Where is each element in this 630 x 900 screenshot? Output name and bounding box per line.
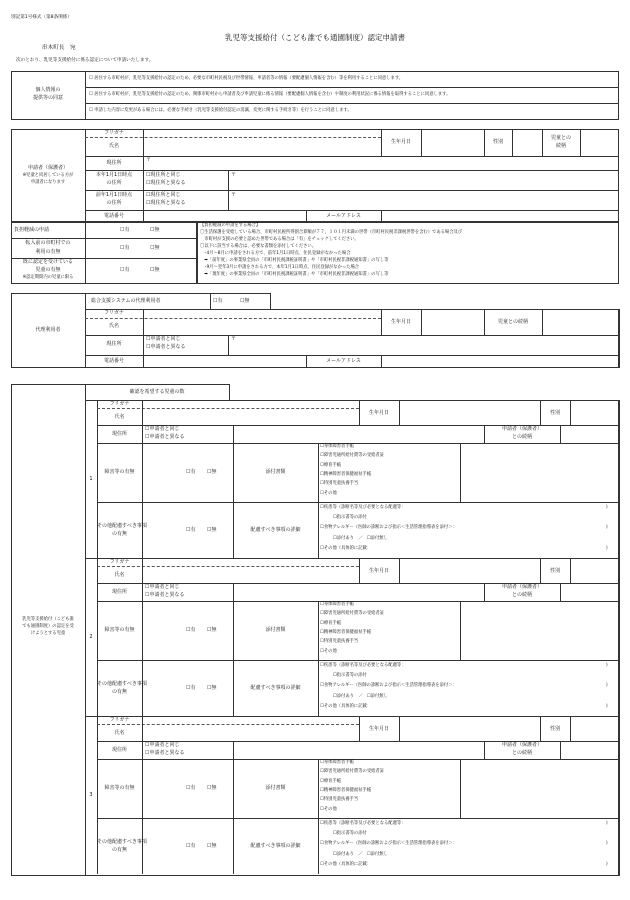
consent-item-3[interactable]: ☐ 申請した内容に変更がある場合には、必要な手続き（乳児等支援給付認定の消滅、変更に関する手続き等）を行うことに同意します。 (89, 108, 352, 113)
child-doc-item[interactable]: ☐特別児童扶養手当 (320, 639, 359, 645)
note-line-6: ➡「前年度」の事業県全員の「市町村民税課税証明書」や「市町村民税非課税通知書」の写し等 (200, 258, 389, 263)
child-doc-item[interactable]: ☐精神障害者保健福祉手帳 (320, 629, 372, 635)
child-birth-label: 生年月日 (368, 726, 389, 732)
child-disability-yes[interactable]: ☐有 (186, 785, 196, 791)
child-care-label: その他配慮すべき事項 (97, 681, 147, 687)
child-care-label-2: の有無 (111, 847, 127, 853)
addressee: 串木町長 宛 (42, 45, 76, 51)
proxy-diff-checkbox[interactable]: ☐申請者と異なる (146, 344, 186, 350)
applicant-label: 申請者（保護者） (27, 165, 68, 171)
child-furigana-label: フリガナ (109, 717, 130, 723)
consent-label: 個人情報の (35, 87, 61, 93)
applicant-jan-label: 本年1月1日時点 (95, 172, 133, 178)
applicant-note-1: ※児童と同居している方が (22, 173, 74, 178)
child-doc-item[interactable]: ☐その他 (320, 648, 337, 654)
proxy-email-label: メールアドレス (326, 358, 361, 364)
burden-no[interactable]: ☐無 (150, 227, 160, 233)
child-care-item[interactable]: ☐その他（具体的に記載： (320, 545, 372, 551)
child-disability-no[interactable]: ☐無 (207, 627, 217, 633)
child-care-no[interactable]: ☐無 (207, 527, 217, 533)
applicant-prevjan-label: 前年1月1日時点 (95, 192, 133, 198)
child-care-close-paren: ) (606, 841, 608, 847)
child-care-close-paren: ) (606, 703, 608, 709)
jan-diff-checkbox[interactable]: ☐現住所と異なる (146, 180, 186, 186)
child-care-item[interactable]: ☐疾患等（診断名等及び必要となる配慮等： (320, 505, 406, 510)
child-disability-no[interactable]: ☐無 (207, 785, 217, 791)
proxy-system-label: 総合支援システムの代理利用者 (91, 298, 161, 304)
child-diff-checkbox[interactable]: ☐申請者と異なる (145, 434, 185, 440)
child-care-item[interactable]: ☐食物アレルギー（医師の診断および指示＜生活管理指導表を添付＞： (320, 683, 457, 689)
prevjan-diff-checkbox[interactable]: ☐現住所と異なる (146, 200, 186, 206)
child-care-no[interactable]: ☐無 (207, 843, 217, 849)
child-birth-label: 生年月日 (368, 568, 389, 574)
child-care-item[interactable]: ☐添付あり ／ ☐添付無し (320, 851, 388, 857)
child-doc-item[interactable]: ☐障害児通所給付費等の受給者証 (320, 769, 385, 775)
child-care-close-paren: ) (606, 683, 608, 689)
child-care-no[interactable]: ☐無 (207, 685, 217, 691)
intro-text: 次のとおり、乳児等支援給付に係る認定について申請いたします。 (16, 58, 154, 63)
note-line-7: ･9月～翌年3月に申請をされる方で、本年1月1日時点、住民登録がなかった場合 (200, 265, 360, 270)
applicant-jan-label-2: の住所 (106, 180, 122, 186)
burden-label: 負担軽減の申請 (14, 227, 50, 233)
applicant-address-label: 現住所 (106, 160, 122, 166)
consent-item-1[interactable]: ☐ 居住する市町村が、乳児等支援給付の認定のため、必要な市町村民税及び世帯情報、申請者等の情報（要配慮個人情報を含む）等を利用することに同意します。 (89, 76, 404, 81)
proxy-yes[interactable]: ☐有 (213, 298, 223, 304)
child-name-label: 氏名 (114, 414, 125, 420)
applicant-postal: 〒 (146, 157, 152, 163)
applicant-note-2: 申請者になります (30, 180, 66, 185)
child-doc-item[interactable]: ☐特別児童扶養手当 (320, 481, 359, 487)
children-label-2: でも通園制度）の認定を受 (22, 624, 74, 629)
child-disability-no[interactable]: ☐無 (207, 469, 217, 475)
child-care-close-paren: ) (606, 663, 608, 668)
prevjan-same-checkbox[interactable]: ☐現住所と同じ (146, 192, 181, 198)
form-number: 別記第1号様式（第8条関係） (11, 15, 72, 20)
transfer-no[interactable]: ☐無 (150, 245, 160, 251)
applicant-prevjan-label-2: の住所 (106, 200, 122, 206)
child-doc-item[interactable]: ☐その他 (320, 806, 337, 812)
child-relation-label-2: との続柄 (511, 434, 532, 440)
certified-no[interactable]: ☐無 (150, 267, 160, 273)
child-care-item[interactable]: ☐指示書等の添付 (320, 673, 367, 679)
applicant-relation-label: 児童との (550, 135, 571, 141)
note-line-5: ･4月～8月に申請をされる方で、前年1月1日時点、住民登録がなかった場合 (200, 251, 351, 256)
child-care-item[interactable]: ☐添付あり ／ ☐添付無し (320, 535, 388, 541)
child-disability-label: 障害等の有無 (104, 469, 135, 475)
child-doc-item[interactable]: ☐療育手帳 (320, 620, 342, 626)
child-number: 3 (89, 792, 93, 798)
child-care-detail-label: 配慮すべき事項の詳細 (250, 685, 301, 691)
child-care-close-paren: ) (606, 505, 608, 510)
proxy-relation-label: 児童との続柄 (497, 319, 528, 325)
note-line-2: 〇生活保護を受給している場合、市町村民税所得割合算額が７７，１０１円未満の世帯（市町村民税非課税世帯を含む）である場合及び (200, 230, 463, 235)
child-relation-label: 申請者（保護者） (501, 584, 542, 590)
child-diff-checkbox[interactable]: ☐申請者と異なる (145, 750, 185, 756)
certified-note: ※認定期間内の児童に限る (22, 275, 74, 280)
page-title: 乳児等支援給付（こども誰でも通園制度）認定申請書 (225, 33, 405, 42)
transfer-label: 転入前の市町村での (25, 240, 71, 246)
child-address-label: 現住所 (111, 747, 127, 753)
applicant-birth-label: 生年月日 (390, 139, 411, 145)
child-care-item[interactable]: ☐添付あり ／ ☐添付無し (320, 693, 388, 699)
proxy-name-label: 氏名 (108, 323, 119, 329)
proxy-address-label: 現住所 (106, 341, 122, 347)
child-furigana-label: フリガナ (109, 559, 130, 565)
proxy-postal: 〒 (231, 336, 237, 342)
child-same-checkbox[interactable]: ☐申請者と同じ (145, 584, 180, 590)
note-line-1: 【負担軽減の申請をする場合】 (200, 223, 261, 228)
child-gender-label: 性別 (549, 726, 560, 732)
jan-same-checkbox[interactable]: ☐現住所と同じ (146, 172, 181, 178)
proxy-birth-label: 生年月日 (390, 319, 411, 325)
child-same-checkbox[interactable]: ☐申請者と同じ (145, 742, 180, 748)
child-diff-checkbox[interactable]: ☐申請者と異なる (145, 592, 185, 598)
child-care-item[interactable]: ☐食物アレルギー（医師の診断および指示＜生活管理指導表を添付＞： (320, 841, 457, 847)
applicant-gender-label: 性別 (492, 139, 503, 145)
child-disability-yes[interactable]: ☐有 (186, 469, 196, 475)
child-doc-item[interactable]: ☐障害児通所給付費等の受給者証 (320, 453, 385, 459)
transfer-label-2: 利用の有無 (35, 249, 61, 255)
child-gender-label: 性別 (549, 568, 560, 574)
child-doc-item[interactable]: ☐身体障害者手帳 (320, 444, 354, 449)
proxy-furigana-label: フリガナ (104, 310, 124, 316)
child-care-yes[interactable]: ☐有 (186, 685, 196, 691)
child-care-close-paren: ) (606, 861, 608, 867)
child-doc-item[interactable]: ☐特別児童扶養手当 (320, 797, 359, 803)
certified-label: 既に認定を受けている (22, 259, 73, 265)
child-care-close-paren: ) (606, 525, 608, 531)
note-line-8: ➡「現年度」の事業県全員の「市町村民税課税証明書」や「市町村民税非課税通知書」の写し等 (200, 272, 389, 277)
applicant-email-label: メールアドレス (326, 213, 361, 219)
proxy-phone-label: 電話番号 (103, 358, 124, 364)
proxy-no[interactable]: ☐無 (240, 298, 250, 304)
child-doc-item[interactable]: ☐その他 (320, 490, 337, 496)
child-count-label: 確認を希望する児童の数 (129, 389, 185, 395)
child-relation-label-2: との続柄 (511, 750, 532, 756)
child-doc-item[interactable]: ☐障害児通所給付費等の受給者証 (320, 611, 385, 617)
child-name-label: 氏名 (114, 730, 125, 736)
child-doc-item[interactable]: ☐療育手帳 (320, 778, 342, 784)
child-doc-item[interactable]: ☐精神障害者保健福祉手帳 (320, 471, 372, 477)
child-relation-label: 申請者（保護者） (501, 426, 542, 432)
certified-label-2: 児童の有無 (35, 267, 61, 273)
certified-yes[interactable]: ☐有 (120, 267, 130, 273)
child-relation-label: 申請者（保護者） (501, 742, 542, 748)
child-docs-label: 添付書類 (265, 469, 286, 475)
child-care-item[interactable]: ☐その他（具体的に記載： (320, 703, 372, 709)
child-doc-item[interactable]: ☐精神障害者保健福祉手帳 (320, 787, 372, 793)
note-line-4: 〇以下に該当する場合は、必要な書類を添付してください。 (200, 244, 317, 249)
child-docs-label: 添付書類 (265, 627, 286, 633)
child-care-item[interactable]: ☐指示書等の添付 (320, 515, 367, 521)
applicant-furigana-label: フリガナ (104, 130, 124, 136)
child-address-label: 現住所 (111, 589, 127, 595)
applicant-name-label: 氏名 (108, 143, 119, 149)
child-address-label: 現住所 (111, 431, 127, 437)
child-care-item[interactable]: ☐食物アレルギー（医師の診断および指示＜生活管理指導表を添付＞： (320, 525, 457, 531)
child-doc-item[interactable]: ☐身体障害者手帳 (320, 760, 354, 765)
transfer-yes[interactable]: ☐有 (120, 245, 130, 251)
child-doc-item[interactable]: ☐療育手帳 (320, 462, 342, 468)
child-name-label: 氏名 (114, 572, 125, 578)
child-birth-label: 生年月日 (368, 410, 389, 416)
child-care-detail-label: 配慮すべき事項の詳細 (250, 527, 301, 533)
children-label-3: けようとする児童 (30, 631, 66, 636)
child-gender-label: 性別 (549, 410, 560, 416)
child-care-label-2: の有無 (111, 531, 127, 537)
child-care-item[interactable]: ☐疾患等（診断名等及び必要となる配慮等： (320, 663, 406, 668)
child-care-close-paren: ) (606, 821, 608, 826)
child-care-label: その他配慮すべき事項 (97, 523, 147, 529)
consent-item-2[interactable]: ☐ 居住する市町村が、乳児等支援給付の認定のため、関係市町村から申請者及び申請児童に係る情報（要配慮個人情報を含む）や制度の利用状況に係る情報を取得することに同意します。 (89, 92, 451, 97)
child-care-detail-label: 配慮すべき事項の詳細 (250, 843, 301, 849)
child-doc-item[interactable]: ☐身体障害者手帳 (320, 602, 354, 607)
applicant-phone-label: 電話番号 (103, 213, 124, 219)
child-care-yes[interactable]: ☐有 (186, 843, 196, 849)
child-care-yes[interactable]: ☐有 (186, 527, 196, 533)
child-disability-label: 障害等の有無 (104, 627, 135, 633)
child-disability-yes[interactable]: ☐有 (186, 627, 196, 633)
proxy-same-checkbox[interactable]: ☐申請者と同じ (146, 336, 181, 342)
proxy-label: 代理利用者 (35, 327, 61, 333)
child-docs-label: 添付書類 (265, 785, 286, 791)
children-label: 乳児等支援給付（こども誰 (22, 617, 74, 622)
prevjan-postal: 〒 (231, 192, 237, 198)
applicant-relation-label-2: 続柄 (555, 143, 566, 149)
child-disability-label: 障害等の有無 (104, 785, 135, 791)
child-care-label-2: の有無 (111, 689, 127, 695)
child-relation-label-2: との続柄 (511, 592, 532, 598)
burden-yes[interactable]: ☐有 (120, 227, 130, 233)
child-care-item[interactable]: ☐疾患等（診断名等及び必要となる配慮等： (320, 821, 406, 826)
child-care-close-paren: ) (606, 545, 608, 551)
child-care-item[interactable]: ☐その他（具体的に記載： (320, 861, 372, 867)
child-same-checkbox[interactable]: ☐申請者と同じ (145, 426, 180, 432)
consent-label-2: 提供等の同意 (32, 95, 63, 101)
child-furigana-label: フリガナ (109, 401, 130, 407)
jan-postal: 〒 (231, 172, 237, 178)
child-number: 2 (89, 634, 93, 640)
note-line-3: 市町村が支援の必要と認めた世帯である場合は「有」をチェックしてください。 (200, 237, 359, 242)
child-care-item[interactable]: ☐指示書等の添付 (320, 831, 367, 837)
child-number: 1 (89, 476, 93, 482)
child-care-label: その他配慮すべき事項 (97, 839, 147, 845)
